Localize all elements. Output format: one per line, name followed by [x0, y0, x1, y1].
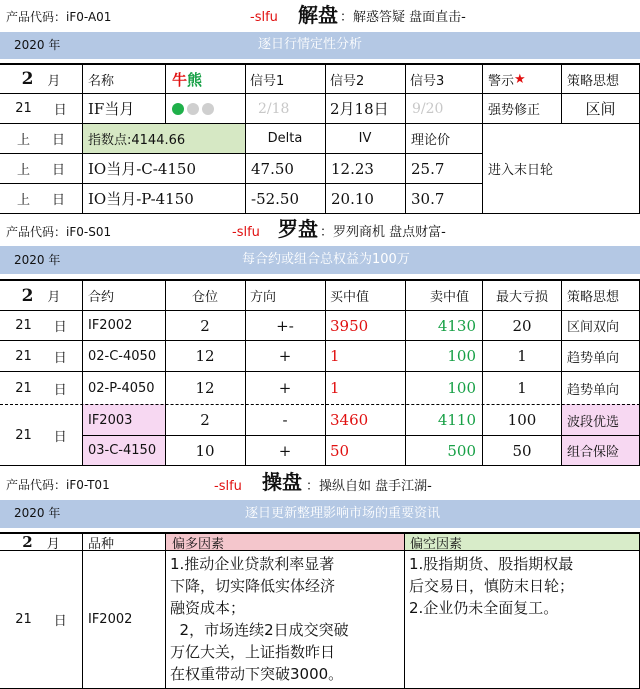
bear-factors-text: [409, 553, 639, 688]
year-label: 2020 年: [14, 253, 61, 267]
factor-line: 万亿大关，上证指数昨日: [170, 643, 336, 661]
call-delta: 47.50: [251, 159, 294, 178]
section-prefix: -slfu: [250, 10, 278, 25]
traffic-light: [172, 94, 244, 123]
sell-value: 100: [447, 379, 476, 397]
banner-text: 逐日更新整理影响市场的重要资讯: [245, 506, 441, 521]
table-rule: [165, 532, 166, 689]
section-subtitle: ：罗列商机 盘点财富-: [320, 225, 446, 240]
index-points: 指数点:4144.66: [88, 133, 186, 148]
direction-value: +: [278, 441, 292, 460]
position-value: 12: [195, 347, 215, 365]
buy-value: 3460: [330, 411, 369, 429]
iv-header: IV: [358, 131, 372, 146]
factor-line: 在权重带动下突破3000。: [170, 665, 344, 683]
section-subtitle: ：操纵自如 盘手江湖-: [306, 479, 432, 494]
product-code-label: 产品代码：iF0-A01: [6, 10, 112, 24]
day-cell: 上 日: [16, 193, 66, 208]
bear-factor-header: 偏空因素: [410, 536, 463, 550]
buy-value: 50: [330, 441, 350, 460]
delta-header: Delta: [267, 131, 303, 146]
buy-value: 1: [330, 347, 340, 365]
section-title: 解盘: [298, 3, 338, 27]
sell-header: 卖中值: [430, 290, 470, 305]
signal1-header: 信号1: [250, 73, 285, 89]
banner-text: 每合约或组合总权益为100万: [242, 252, 410, 267]
max-loss-value: 100: [507, 411, 537, 429]
banner-text: 逐日行情定性分析: [258, 37, 363, 52]
max-loss-value: 20: [512, 316, 532, 335]
green-light-icon: [172, 103, 184, 115]
product-code-label: 产品代码：iF0-S01: [6, 225, 112, 239]
bull-bear-header: 牛 熊: [172, 70, 203, 89]
grey-light-icon: [202, 103, 214, 115]
table-rule: [0, 213, 640, 214]
day-cell: 21 日: [15, 318, 67, 335]
alert-header: 警示 ★: [488, 71, 526, 89]
variety-value: IF2002: [88, 612, 133, 627]
day-cell: 21 日: [15, 380, 67, 398]
direction-value: +: [278, 379, 292, 397]
table-rule: [482, 63, 483, 214]
put-iv: 20.10: [331, 189, 374, 208]
strategy-value: 波段优选: [567, 414, 620, 430]
day-cell: 21 日: [15, 612, 67, 629]
position-value: 12: [195, 379, 215, 397]
endgame-note: 进入末日轮: [488, 163, 554, 178]
max-loss-header: 最大亏损: [495, 290, 548, 305]
direction-value: +-: [276, 316, 294, 335]
sell-value: 100: [447, 347, 476, 365]
day-cell: 21 日: [15, 427, 67, 445]
call-theory: 25.7: [411, 159, 445, 178]
theory-price-header: 理论价: [411, 133, 451, 148]
direction-header: 方向: [250, 290, 277, 305]
day-cell: 上 日: [16, 133, 66, 148]
name-header: 名称: [88, 73, 115, 89]
table-rule: [405, 63, 406, 214]
product-code-label: 产品代码：iF0-T01: [6, 478, 110, 492]
direction-value: -: [282, 411, 288, 429]
put-theory: 30.7: [411, 189, 445, 208]
year-label: 2020 年: [14, 506, 61, 520]
instrument-name: IF当月: [88, 100, 135, 118]
section-title: 罗盘: [278, 217, 318, 241]
sell-value: 500: [447, 441, 476, 460]
day-cell: 上 日: [16, 163, 66, 178]
strategy-value: 区间双向: [567, 320, 620, 335]
max-loss-value: 1: [517, 347, 527, 365]
position-value: 2: [200, 411, 210, 429]
contract-value: IF2003: [88, 412, 133, 428]
contract-header: 合约: [88, 290, 115, 305]
year-label: 2020 年: [14, 38, 61, 52]
buy-header: 买中值: [330, 290, 370, 305]
sell-value: 4110: [437, 411, 476, 429]
strategy-value: 区间: [585, 100, 616, 118]
month-header: 2 月: [22, 534, 60, 550]
strategy-value: 趋势单向: [567, 382, 620, 398]
put-delta: -52.50: [251, 189, 300, 208]
position-value: 2: [200, 316, 210, 335]
section-prefix: -slfu: [214, 479, 242, 494]
factor-line: 1.股指期货、股指期权最: [409, 555, 574, 573]
table-rule: [82, 279, 83, 466]
buy-value: 1: [330, 379, 340, 397]
contract-value: 02-P-4050: [88, 380, 155, 396]
star-icon: ★: [514, 71, 526, 87]
signal2-value: 2月18日: [330, 100, 389, 118]
table-rule: [325, 279, 326, 466]
max-loss-value: 50: [512, 441, 532, 460]
call-iv: 12.23: [331, 159, 374, 178]
factor-line: 融资成本；: [170, 599, 246, 617]
sell-value: 4130: [437, 316, 476, 335]
table-rule: [404, 532, 405, 689]
buy-value: 3950: [330, 316, 369, 335]
table-rule: [165, 63, 166, 123]
option-call-name: IO当月-C-4150: [88, 160, 197, 178]
grey-light-icon: [187, 103, 199, 115]
option-put-name: IO当月-P-4150: [88, 190, 194, 208]
table-rule: [0, 465, 640, 466]
contract-value: 03-C-4150: [88, 443, 157, 458]
month-header: 2 月: [21, 285, 61, 306]
signal3-value: 9/20: [412, 100, 444, 117]
factor-line: 后交易日，慎防末日轮；: [409, 577, 575, 595]
strategy-header: 策略思想: [567, 73, 620, 89]
max-loss-value: 1: [517, 379, 527, 397]
day-cell: 21 日: [15, 348, 67, 366]
factor-line: 1.推动企业贷款利率显著: [170, 555, 335, 573]
month-header: 2 月: [21, 69, 61, 89]
section-title: 操盘: [262, 470, 302, 494]
bull-factors-text: [170, 553, 403, 688]
position-header: 仓位: [191, 290, 218, 305]
variety-header: 品种: [88, 536, 115, 550]
section-prefix: -slfu: [232, 225, 260, 240]
direction-value: +: [278, 347, 292, 365]
contract-value: IF2002: [88, 318, 133, 333]
factor-line: 2，市场连续2日成交突破: [170, 621, 349, 639]
strategy-value: 趋势单向: [567, 350, 620, 366]
contract-value: 02-C-4050: [88, 348, 157, 364]
factor-line: 2.企业仍未全面复工。: [409, 599, 559, 617]
table-rule: [82, 532, 83, 689]
signal2-header: 信号2: [330, 73, 365, 89]
bull-factor-header: 偏多因素: [172, 536, 225, 550]
factor-line: 下降，切实降低实体经济: [170, 577, 336, 595]
signal3-header: 信号3: [410, 73, 445, 89]
alert-value: 强势修正: [488, 103, 541, 118]
day-cell: 21 日: [15, 101, 67, 118]
strategy-header: 策略思想: [567, 290, 620, 305]
strategy-value: 组合保险: [567, 445, 620, 460]
signal1-value: 2/18: [258, 100, 290, 117]
position-value: 10: [195, 441, 215, 460]
section-subtitle: ：解惑答疑 盘面直击-: [340, 10, 466, 25]
